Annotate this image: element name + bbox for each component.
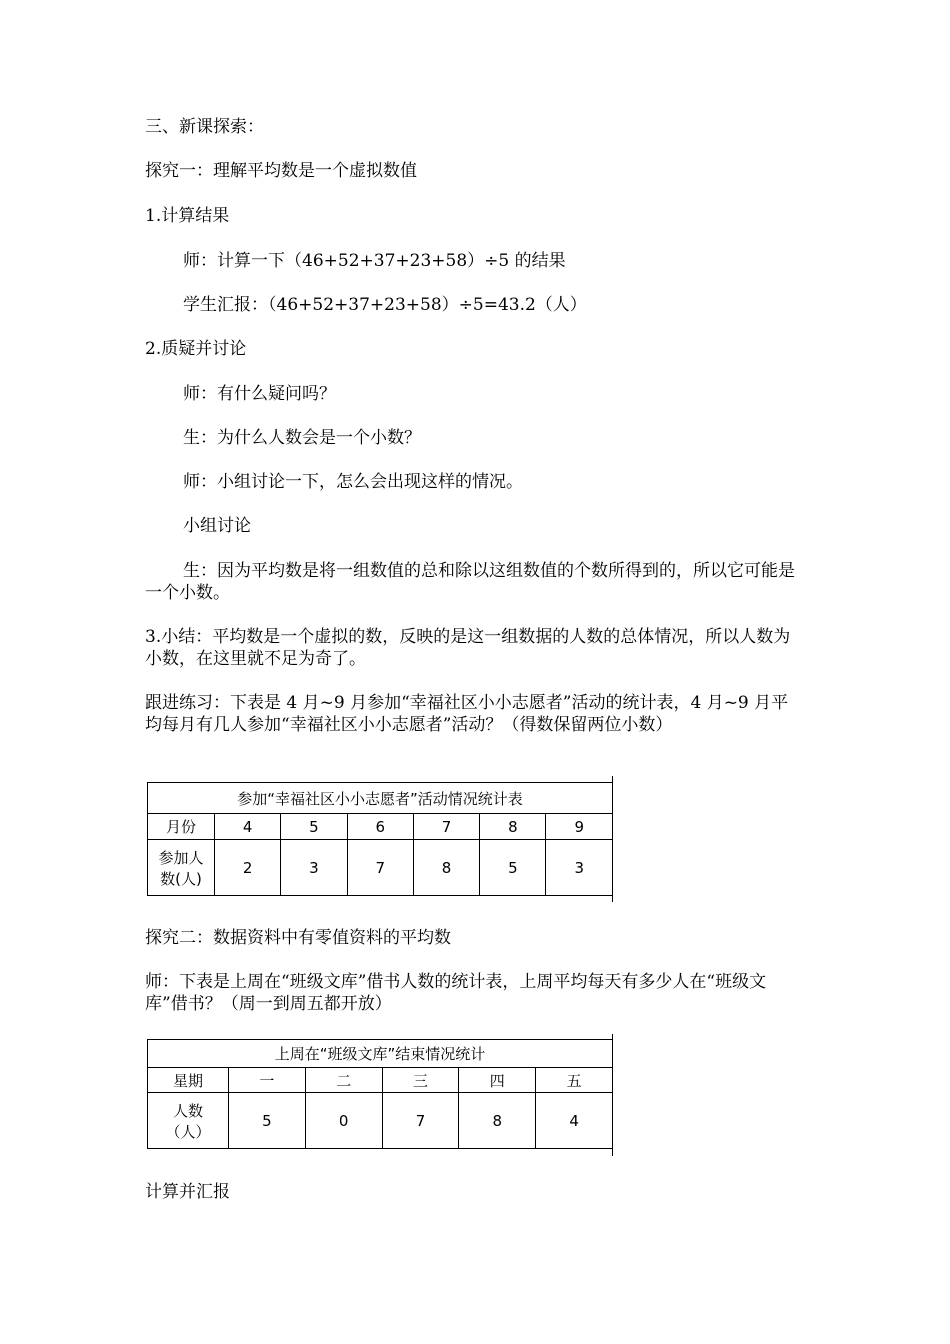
step2-teacher-discuss: 师：小组讨论一下，怎么会出现这样的情况。: [183, 472, 523, 492]
step2-teacher-question: 师：有什么疑问吗？: [183, 384, 336, 404]
table-cell: 五: [536, 1068, 613, 1093]
table-cell: 三: [382, 1068, 459, 1093]
practice-question: 跟进练习：下表是 4 月~9 月参加“幸福社区小小志愿者”活动的统计表，4 月~9 月平均每月有几人参加“幸福社区小小志愿者”活动？（得数保留两位小数）: [145, 693, 789, 735]
table-cell: 3: [546, 840, 613, 896]
table-cell: 4: [215, 814, 281, 840]
step1-teacher: 师：计算一下（46+52+37+23+58）÷5 的结果: [183, 251, 566, 271]
table-cell: 7: [347, 840, 413, 896]
table-cell: 6: [347, 814, 413, 840]
table-cell: 四: [459, 1068, 536, 1093]
section-heading: 三、新课探索：: [145, 117, 264, 137]
explore2-teacher: 师：下表是上周在“班级文库”借书人数的统计表，上周平均每天有多少人在“班级文库”借书？（周一到周五都开放）: [145, 972, 767, 1014]
table-cell: 3: [281, 840, 347, 896]
table-cell: 5: [480, 840, 546, 896]
explore1-title: 探究一：理解平均数是一个虚拟数值: [145, 161, 417, 181]
table-cell: 二: [305, 1068, 382, 1093]
table-title: 参加“幸福社区小小志愿者”活动情况统计表: [148, 783, 613, 814]
table-frame-rule: [612, 776, 613, 902]
step2-group-discussion: 小组讨论: [183, 516, 251, 536]
row-header-line: （人）: [165, 1122, 211, 1141]
table-cell: 4: [536, 1093, 613, 1149]
step1-title: 1.计算结果: [145, 206, 230, 226]
final-line: 计算并汇报: [145, 1182, 230, 1202]
row-header: [148, 1093, 229, 1149]
row-header: [148, 840, 215, 896]
table-cell: 7: [382, 1093, 459, 1149]
table-cell: 0: [305, 1093, 382, 1149]
table-cell: 2: [215, 840, 281, 896]
volunteer-stats-table: [147, 782, 613, 896]
table-row: [148, 1093, 613, 1149]
step3-summary: 3.小结：平均数是一个虚拟的数，反映的是这一组数据的人数的总体情况，所以人数为小数，在这里就不足为奇了。: [145, 627, 791, 669]
step2-title: 2.质疑并讨论: [145, 339, 247, 359]
row-header: 月份: [148, 814, 215, 840]
row-header-line: 人数: [172, 1101, 203, 1120]
table-cell: 5: [281, 814, 347, 840]
row-header-line: 数(人): [160, 869, 202, 888]
table-cell: 8: [413, 840, 479, 896]
row-header: 星期: [148, 1068, 229, 1093]
table-row: [148, 840, 613, 896]
table-row: [148, 1068, 613, 1093]
table-frame-rule: [612, 1034, 613, 1156]
table-row: [148, 814, 613, 840]
step2-student-answer: 生：因为平均数是将一组数值的总和除以这组数值的个数所得到的，所以它可能是一个小数。: [145, 561, 795, 603]
row-header-line: 参加人: [158, 848, 204, 867]
table-cell: 8: [459, 1093, 536, 1149]
library-stats-table: [147, 1039, 613, 1149]
explore2-title: 探究二：数据资料中有零值资料的平均数: [145, 928, 451, 948]
step1-student: 学生汇报：（46+52+37+23+58）÷5=43.2（人）: [183, 295, 587, 315]
table-title: 上周在“班级文库”结束情况统计: [148, 1040, 613, 1068]
table-cell: 9: [546, 814, 613, 840]
table-cell: 7: [413, 814, 479, 840]
table-cell: 5: [229, 1093, 306, 1149]
table-cell: 一: [229, 1068, 306, 1093]
table-cell: 8: [480, 814, 546, 840]
step2-student-question: 生：为什么人数会是一个小数？: [183, 428, 421, 448]
